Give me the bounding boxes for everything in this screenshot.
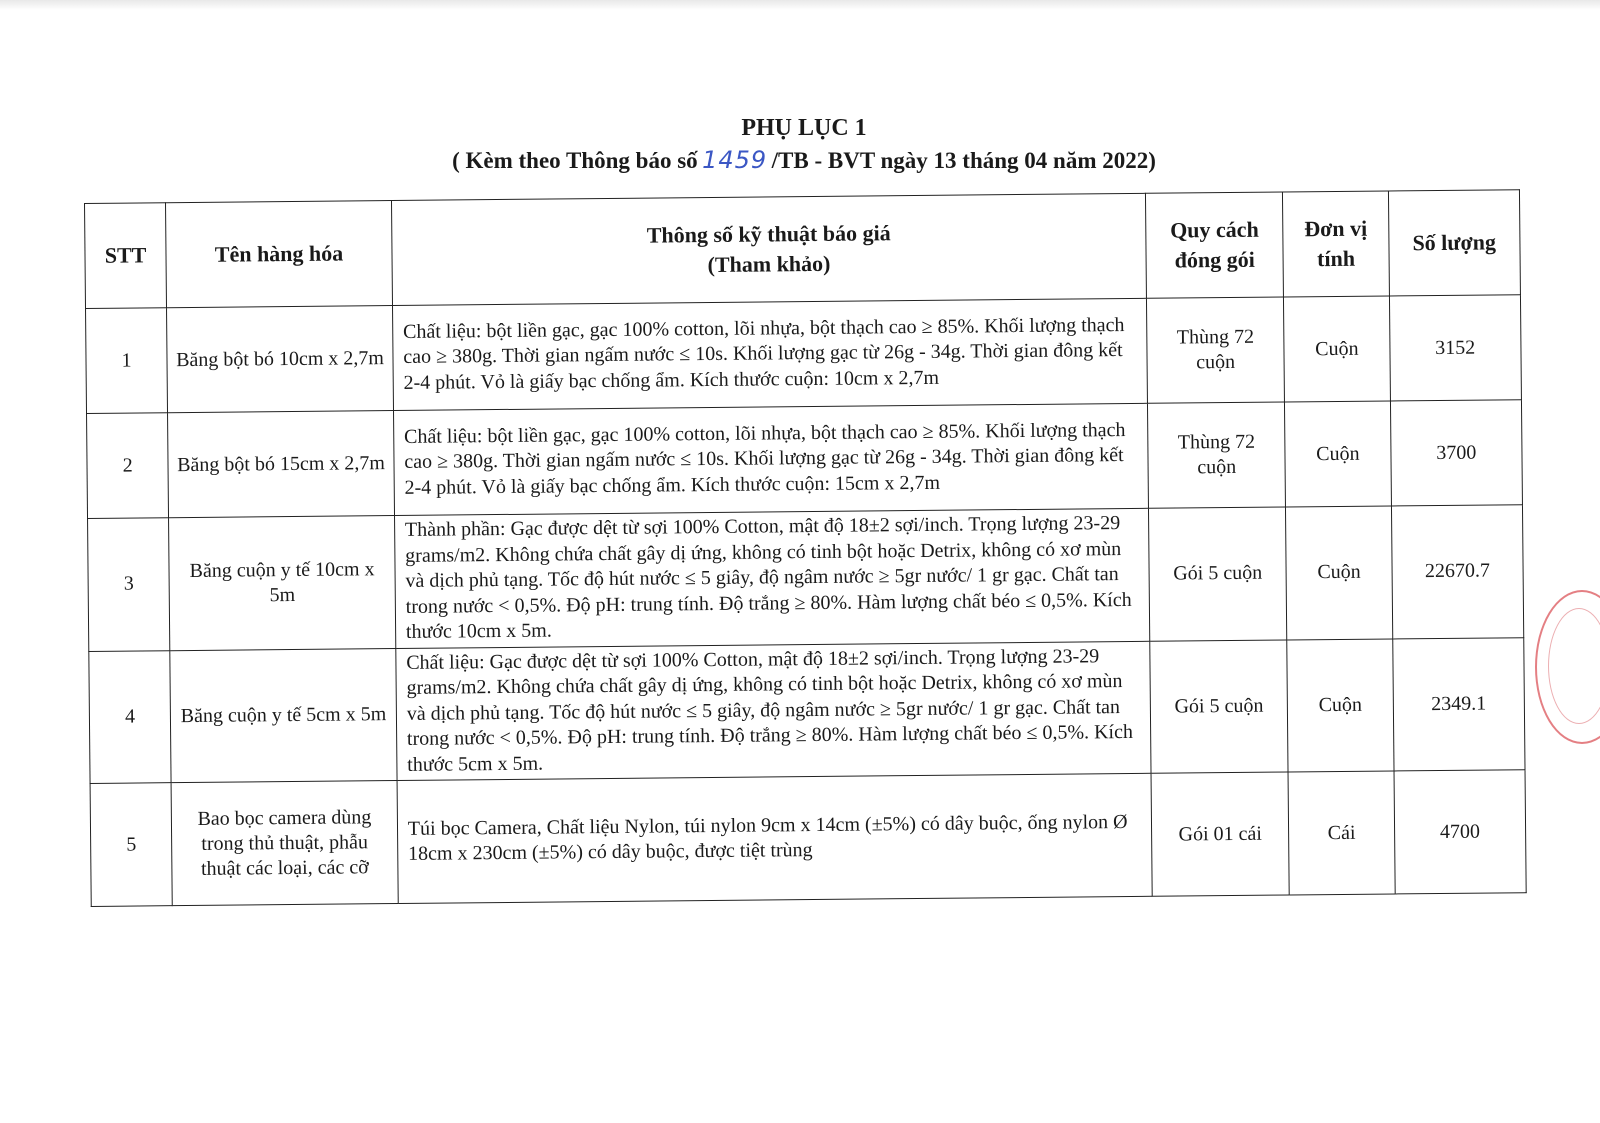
scan-edge-artifact [0,0,1600,10]
cell-unit: Cuộn [1286,506,1393,640]
cell-quantity: 2349.1 [1392,637,1525,771]
cell-spec: Chất liệu: bột liền gạc, gạc 100% cotton, lõi nhựa, bột thạch cao ≥ 85%. Khối lượng thạch cao ≥ 380g. Thời gian ngấm nước ≤ 10s. Khối lượng gạc từ 26g - 34g. Thời gian đông kết 2-4 phút. Vỏ là giấy bạc chống ẩm. Kích thước cuộn: 15cm x 2,7m [393,403,1148,515]
cell-stt: 1 [86,308,168,414]
header-spec-line1: Thông số kỹ thuật báo giá [646,220,891,248]
cell-unit: Cuộn [1285,401,1391,507]
goods-specification-table [84,189,1527,907]
cell-quantity: 3152 [1389,295,1521,401]
cell-spec: Thành phần: Gạc được dệt từ sợi 100% Cotton, mật độ 18±2 sợi/inch. Trọng lượng 23-29 grams/m2. Không chứa chất gây dị ứng, không có tinh bột hoặc Detrix, không có xơ mùn và dịch phủ tạng. Tốc độ hút nước ≤ 5 giây, độ ngâm nước ≥ 5gr nước/ 1 gr gạc. Chất tan trong nước < 0,5%. Độ pH: trung tính. Độ trắng ≥ 80%. Hàm lượng chất béo ≤ 0,5%. Kích thước 10cm x 5m. [394,508,1149,648]
cell-packaging: Gói 01 cái [1151,772,1290,896]
header-spec-line2: (Tham khảo) [707,250,831,278]
header-quantity: Số lượng [1388,190,1520,296]
document-header [0,112,1600,177]
table-row [86,295,1522,414]
notice-suffix: /TB - BVT ngày 13 tháng 04 năm 2022) [771,148,1156,173]
header-stt: STT [85,203,167,309]
table-header-row [85,190,1521,309]
cell-quantity: 3700 [1390,400,1522,506]
header-pack-line2: đóng gói [1174,246,1255,273]
header-unit-line2: tính [1316,245,1356,272]
handwritten-notice-number: 1459 [702,146,768,174]
cell-name: Bao bọc camera dùng trong thủ thuật, phẫu thuật các loại, các cỡ [171,781,398,906]
cell-packaging: Gói 5 cuộn [1150,639,1289,773]
header-packaging [1145,192,1283,298]
cell-stt: 4 [89,650,171,783]
cell-name: Băng bột bó 10cm x 2,7m [167,306,394,413]
header-unit-line1: Đơn vị [1304,215,1368,242]
cell-spec: Túi bọc Camera, Chất liệu Nylon, túi nylon 9cm x 14cm (±5%) có dây buộc, ống nylon Ø 18cm x 230cm (±5%) có dây buộc, được tiệt trùng [397,773,1152,903]
cell-stt: 2 [87,413,169,519]
cell-unit: Cuộn [1284,296,1390,402]
cell-name: Băng cuộn y tế 10cm x 5m [169,516,396,651]
cell-spec: Chất liệu: Gạc được dệt từ sợi 100% Cotton, mật độ 18±2 sợi/inch. Trọng lượng 23-29 grams/m2. Không chứa chất gây dị ứng, không có tinh bột hoặc Detrix, không có xơ mùn và dịch phủ tạng. Tốc độ hút nước ≤ 5 giây, độ ngâm nước ≥ 5gr nước/ 1 gr gạc. Chất tan trong nước < 0,5%. Độ pH: trung tính. Độ trắng ≥ 80%. Hàm lượng chất béo ≤ 0,5%. Kích thước 5cm x 5m. [396,641,1151,781]
cell-spec: Chất liệu: bột liền gạc, gạc 100% cotton, lõi nhựa, bột thạch cao ≥ 85%. Khối lượng thạch cao ≥ 380g. Thời gian ngấm nước ≤ 10s. Khối lượng gạc từ 26g - 34g. Thời gian đông kết 2-4 phút. Vỏ là giấy bạc chống ẩm. Kích thước cuộn: 10cm x 2,7m [392,298,1147,410]
cell-unit: Cuộn [1287,638,1394,772]
cell-stt: 5 [90,783,172,907]
cell-packaging: Gói 5 cuộn [1148,507,1287,641]
notice-reference [8,144,1600,177]
cell-packaging: Thùng 72 cuộn [1146,297,1284,403]
table-row [88,505,1524,651]
table-row [89,637,1525,783]
cell-stt: 3 [88,518,170,651]
cell-name: Băng cuộn y tế 5cm x 5m [170,648,397,783]
notice-prefix: ( Kèm theo Thông báo số [452,148,698,173]
cell-unit: Cái [1288,771,1394,895]
appendix-title: PHỤ LỤC 1 [741,115,867,141]
table-row [90,770,1526,907]
cell-quantity: 4700 [1394,770,1527,894]
header-name: Tên hàng hóa [166,201,393,308]
cell-name: Băng bột bó 15cm x 2,7m [168,411,395,518]
table-row [87,400,1523,519]
header-unit [1283,191,1389,297]
header-pack-line1: Quy cách [1170,216,1259,243]
cell-packaging: Thùng 72 cuộn [1147,402,1285,508]
cell-quantity: 22670.7 [1391,505,1524,639]
header-spec [391,193,1146,305]
